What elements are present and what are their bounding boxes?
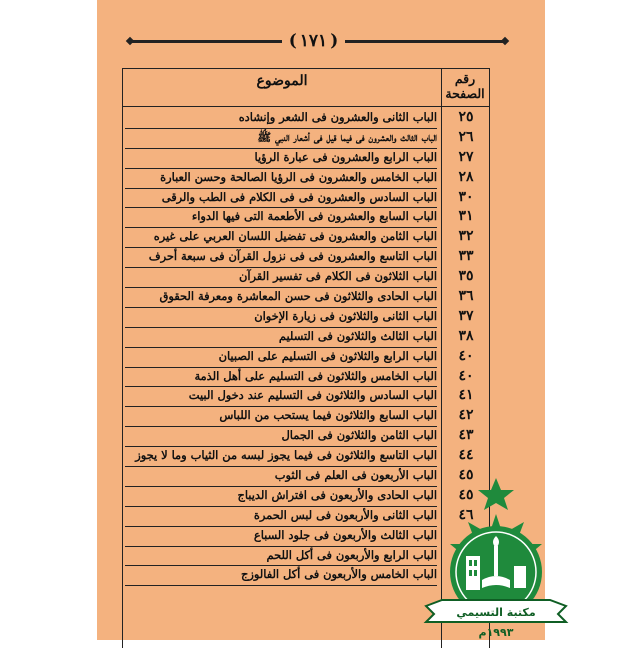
header-topic: الموضوع	[256, 73, 308, 89]
seal-star	[478, 478, 514, 510]
row-page-number: ٤١	[458, 387, 474, 404]
table-row	[123, 267, 489, 287]
row-topic: الباب الثالث والثلاثون فى التسليم	[125, 327, 437, 348]
row-page-number: ٤٢	[458, 407, 474, 424]
header-page-number	[441, 71, 489, 101]
row-page-number: ٣٦	[458, 288, 474, 305]
row-topic: الباب السابع والثلاثون فيما يستحب من اللباس	[125, 406, 437, 427]
row-page-number: ٤٥	[458, 467, 474, 484]
table-row	[123, 367, 489, 387]
row-topic: الباب الخامس والثلاثون فى التسليم على أهل الذمة	[125, 367, 437, 388]
row-page-number: ٤٦	[458, 506, 474, 523]
header-rule-right	[345, 40, 505, 43]
row-page-number: ٤٤	[458, 447, 474, 464]
row-page-number: ٢٥	[458, 109, 474, 125]
table-row	[123, 108, 489, 128]
row-topic: الباب الرابع والأربعون فى أكل اللحم	[125, 546, 437, 567]
row-page-number: ٣٣	[458, 248, 474, 265]
table-header	[123, 69, 489, 107]
row-topic: الباب الثانى والثلاثون فى زيارة الإخوان	[125, 307, 437, 328]
row-topic: الباب الخامس والأربعون فى أكل الفالوزج	[125, 565, 437, 586]
table-row	[123, 426, 489, 446]
header-page-line1: رقم	[454, 71, 476, 86]
table-row	[123, 386, 489, 406]
page-number: ( ١٧١ )	[282, 28, 345, 54]
row-topic: الباب الحادى والثلاثون فى حسن المعاشرة ومعرفة الحقوق	[125, 287, 437, 308]
table-row	[123, 347, 489, 367]
row-topic: الباب الثلاثون فى الكلام فى تفسير القرآن	[125, 267, 437, 288]
seal-year: ١٩٩٣م	[478, 626, 514, 639]
table-row	[123, 247, 489, 267]
table-row	[123, 287, 489, 307]
row-page-number: ٢٦	[458, 128, 474, 145]
row-topic: الباب السادس والعشرون فى فى الكلام فى الطب والرقى	[125, 188, 437, 209]
row-topic: الباب الثامن والثلاثون فى الجمال	[125, 426, 437, 447]
library-seal-logo	[412, 476, 580, 640]
table-row	[123, 168, 489, 188]
table-row	[123, 327, 489, 347]
row-topic: الباب الثامن والعشرون فى تفضيل اللسان العربي على غيره	[125, 227, 437, 248]
row-topic: الباب الثالث والعشرون فى فيما قيل فى أشعار النبي ﷺ	[125, 128, 437, 149]
table-row	[123, 446, 489, 466]
row-topic: الباب التاسع والثلاثون فى فيما يجوز لبسه من الثياب وما لا يجوز	[125, 446, 437, 467]
row-topic: الباب السابع والعشرون فى الأطعمة التى فيها الدواء	[125, 207, 437, 228]
row-topic: الباب الأربعون فى العلم فى الثوب	[125, 466, 437, 487]
table-row	[123, 227, 489, 247]
row-page-number: ٤٠	[458, 347, 474, 364]
row-page-number: ٢٧	[458, 148, 474, 165]
row-page-number: ٢٨	[458, 168, 474, 185]
row-page-number: ٣٢	[458, 228, 474, 245]
row-topic: الباب الخامس والعشرون فى الرؤيا الصالحة وحسن العبارة	[125, 168, 437, 189]
seal-library-name: مكتبة التسيمي	[456, 606, 536, 619]
header-rule-left	[130, 40, 282, 43]
table-row	[123, 128, 489, 148]
table-row	[123, 406, 489, 426]
row-page-number: ٣٥	[458, 268, 474, 285]
table-row	[123, 188, 489, 208]
row-page-number: ٣١	[458, 208, 474, 225]
row-topic: الباب السادس والثلاثون فى التسليم عند دخول البيت	[125, 386, 437, 407]
row-topic: الباب الثانى والأربعون فى لبس الحمرة	[125, 506, 437, 527]
row-page-number: ٤٠	[458, 367, 474, 384]
row-page-number: ٤٥	[458, 486, 474, 503]
row-topic: الباب الثالث والأربعون فى جلود السباع	[125, 526, 437, 547]
row-page-number: ٣٧	[458, 307, 474, 324]
row-page-number: ٤٣	[458, 427, 474, 444]
row-topic: الباب التاسع والعشرون فى فى نزول القرآن فى سبعة أحرف	[125, 247, 437, 268]
header-page-line2: الصفحة	[445, 86, 485, 101]
row-topic: الباب الثانى والعشرون فى الشعر وإنشاده	[125, 108, 437, 129]
table-row	[123, 148, 489, 168]
row-topic: الباب الرابع والثلاثون فى التسليم على الصبيان	[125, 347, 437, 368]
row-topic: الباب الرابع والعشرون فى عبارة الرؤيا	[125, 148, 437, 169]
table-row	[123, 307, 489, 327]
row-page-number: ٣٠	[458, 188, 474, 205]
table-row	[123, 207, 489, 227]
row-topic: الباب الحادى والأربعون فى افتراش الديباج	[125, 486, 437, 507]
row-page-number: ٣٨	[458, 327, 474, 344]
